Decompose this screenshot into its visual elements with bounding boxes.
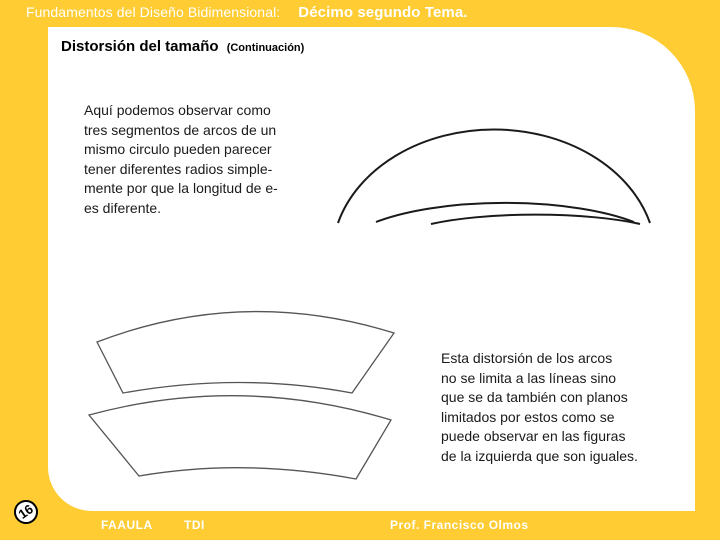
header-title xyxy=(26,4,468,21)
topic-name: Décimo segundo Tema. xyxy=(298,4,468,21)
shapes-description: Esta distorsión de los arcos no se limita a las líneas sino que se da también con planos limitados por estos como se puede observar en las figuras de la izquierda que son iguales. xyxy=(441,350,638,464)
footer-author: Prof. Francisco Olmos xyxy=(390,518,529,532)
slide-title-main: Distorsión del tamaño xyxy=(61,38,219,55)
page-number-badge: 16 xyxy=(9,495,42,528)
footer-org: FAAULA xyxy=(101,518,153,532)
footer-subject: TDI xyxy=(184,518,205,532)
course-name: Fundamentos del Diseño Bidimensional: xyxy=(26,4,281,20)
slide-title xyxy=(61,38,304,55)
slide-title-subtitle: (Continuación) xyxy=(226,42,305,54)
arcs-description: Aquí podemos observar como tres segmentos de arcos de un mismo circulo pueden parecer tener diferentes radios simple- mente por que la longitud de e- es diferente. xyxy=(84,102,278,216)
